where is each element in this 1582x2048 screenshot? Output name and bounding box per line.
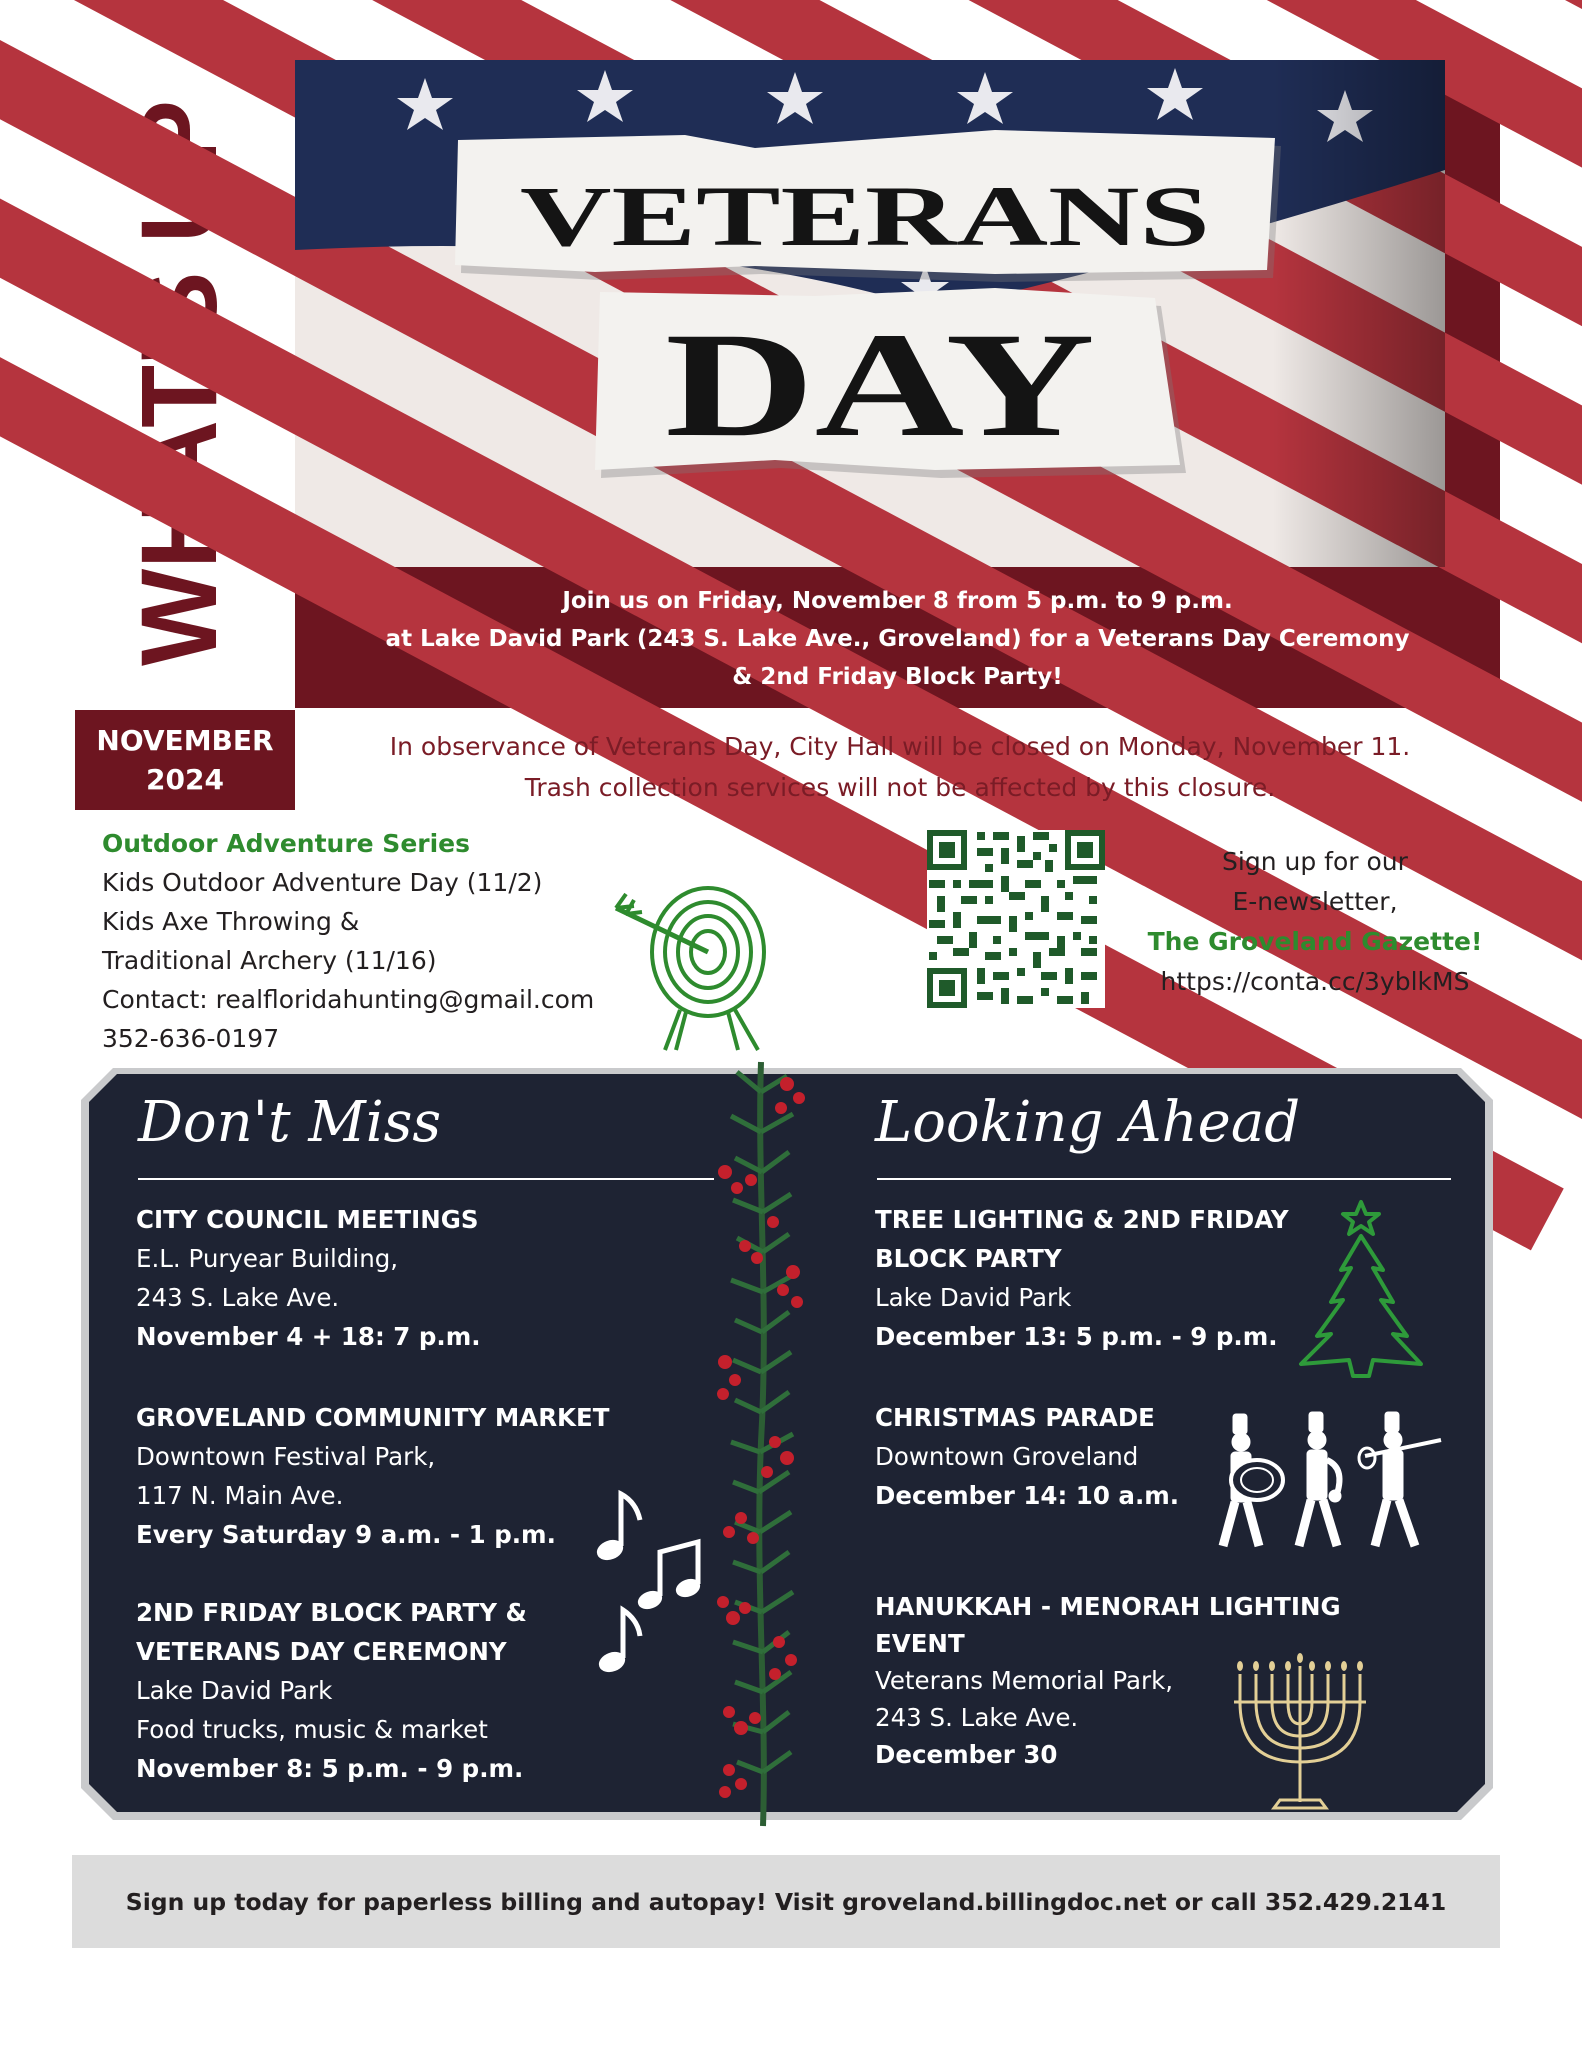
event-location: Veterans Memorial Park, xyxy=(875,1666,1174,1695)
event-title: VETERANS DAY CEREMONY xyxy=(136,1637,507,1666)
banner-line2: DAY xyxy=(665,302,1095,468)
outdoor-phone[interactable]: 352-636-0197 xyxy=(102,1024,280,1053)
event-title: 2ND FRIDAY BLOCK PARTY & xyxy=(136,1598,527,1627)
holly-garland xyxy=(717,1062,807,1826)
dont-miss-heading: Don't Miss xyxy=(138,1090,442,1155)
banner-line1: VETERANS xyxy=(520,168,1210,264)
music-notes-icon xyxy=(590,1480,710,1680)
caption-line: at Lake David Park (243 S. Lake Ave., Groveland) for a Veterans Day Ceremony xyxy=(385,626,1410,652)
dont-miss-divider xyxy=(138,1178,714,1180)
christmas-tree-icon xyxy=(1297,1200,1427,1380)
caption-line: & 2nd Friday Block Party! xyxy=(732,664,1063,690)
event-title: TREE LIGHTING & 2ND FRIDAY xyxy=(875,1205,1289,1234)
closure-line: Trash collection services will not be affected by this closure. xyxy=(524,773,1276,802)
closure-notice xyxy=(300,726,1500,808)
footer-text[interactable]: Sign up today for paperless billing and autopay! Visit groveland.billingdoc.net or call 352.429.2141 xyxy=(125,1887,1447,1916)
events-panel xyxy=(75,1062,1499,1826)
event-time: Every Saturday 9 a.m. - 1 p.m. xyxy=(136,1520,556,1549)
event-location: Lake David Park xyxy=(136,1676,333,1705)
event-time: November 4 + 18: 7 p.m. xyxy=(136,1322,481,1351)
outdoor-title: Outdoor Adventure Series xyxy=(102,829,471,858)
event-title: HANUKKAH - MENORAH LIGHTING xyxy=(875,1592,1341,1621)
billing-footer xyxy=(72,1855,1500,1948)
event-city-council xyxy=(136,1200,696,1356)
caption-line: Join us on Friday, November 8 from 5 p.m. to 9 p.m. xyxy=(562,588,1233,614)
month-label: NOVEMBER xyxy=(96,724,274,757)
event-location: Downtown Festival Park, xyxy=(136,1442,436,1471)
event-time: November 8: 5 p.m. - 9 p.m. xyxy=(136,1754,524,1783)
event-title: EVENT xyxy=(875,1629,965,1658)
hero-caption xyxy=(295,582,1500,696)
newsletter-line: E-newsletter, xyxy=(1232,887,1398,916)
newsletter-signup xyxy=(1130,842,1500,1002)
year-label: 2024 xyxy=(146,763,224,796)
outdoor-line: Kids Axe Throwing & xyxy=(102,907,360,936)
outdoor-line: Traditional Archery (11/16) xyxy=(102,946,437,975)
closure-line: In observance of Veterans Day, City Hall will be closed on Monday, November 11. xyxy=(389,732,1411,761)
event-location: Lake David Park xyxy=(875,1283,1072,1312)
event-time: December 13: 5 p.m. - 9 p.m. xyxy=(875,1322,1278,1351)
event-location: E.L. Puryear Building, xyxy=(136,1244,399,1273)
torn-paper-day xyxy=(595,288,1186,478)
looking-ahead-heading: Looking Ahead xyxy=(875,1090,1301,1155)
flag-photo xyxy=(295,60,1445,567)
event-time: December 30 xyxy=(875,1740,1058,1769)
event-title: GROVELAND COMMUNITY MARKET xyxy=(136,1403,610,1432)
event-title: BLOCK PARTY xyxy=(875,1244,1062,1273)
marching-band-icon xyxy=(1205,1410,1445,1560)
newsletter-line: Sign up for our xyxy=(1222,847,1408,876)
outdoor-line: Kids Outdoor Adventure Day (11/2) xyxy=(102,868,543,897)
newsletter-name: The Groveland Gazette! xyxy=(1147,927,1483,956)
qr-code[interactable] xyxy=(927,830,1105,1008)
event-location: 243 S. Lake Ave. xyxy=(136,1283,340,1312)
event-time: December 14: 10 a.m. xyxy=(875,1481,1180,1510)
month-badge xyxy=(75,710,295,810)
hero-banner xyxy=(295,60,1500,708)
event-location: 243 S. Lake Ave. xyxy=(875,1703,1079,1732)
event-title: CHRISTMAS PARADE xyxy=(875,1403,1155,1432)
looking-ahead-divider xyxy=(877,1178,1451,1180)
newsletter-link[interactable]: https://conta.cc/3yblkMS xyxy=(1160,967,1470,996)
outdoor-contact-email[interactable]: Contact: realfloridahunting@gmail.com xyxy=(102,985,595,1014)
event-location: Downtown Groveland xyxy=(875,1442,1139,1471)
archery-target-icon xyxy=(610,880,786,1056)
event-title: CITY COUNCIL MEETINGS xyxy=(136,1205,479,1234)
torn-paper-veterans xyxy=(455,130,1281,282)
event-location: 117 N. Main Ave. xyxy=(136,1481,344,1510)
menorah-icon xyxy=(1230,1652,1370,1822)
event-detail: Food trucks, music & market xyxy=(136,1715,488,1744)
